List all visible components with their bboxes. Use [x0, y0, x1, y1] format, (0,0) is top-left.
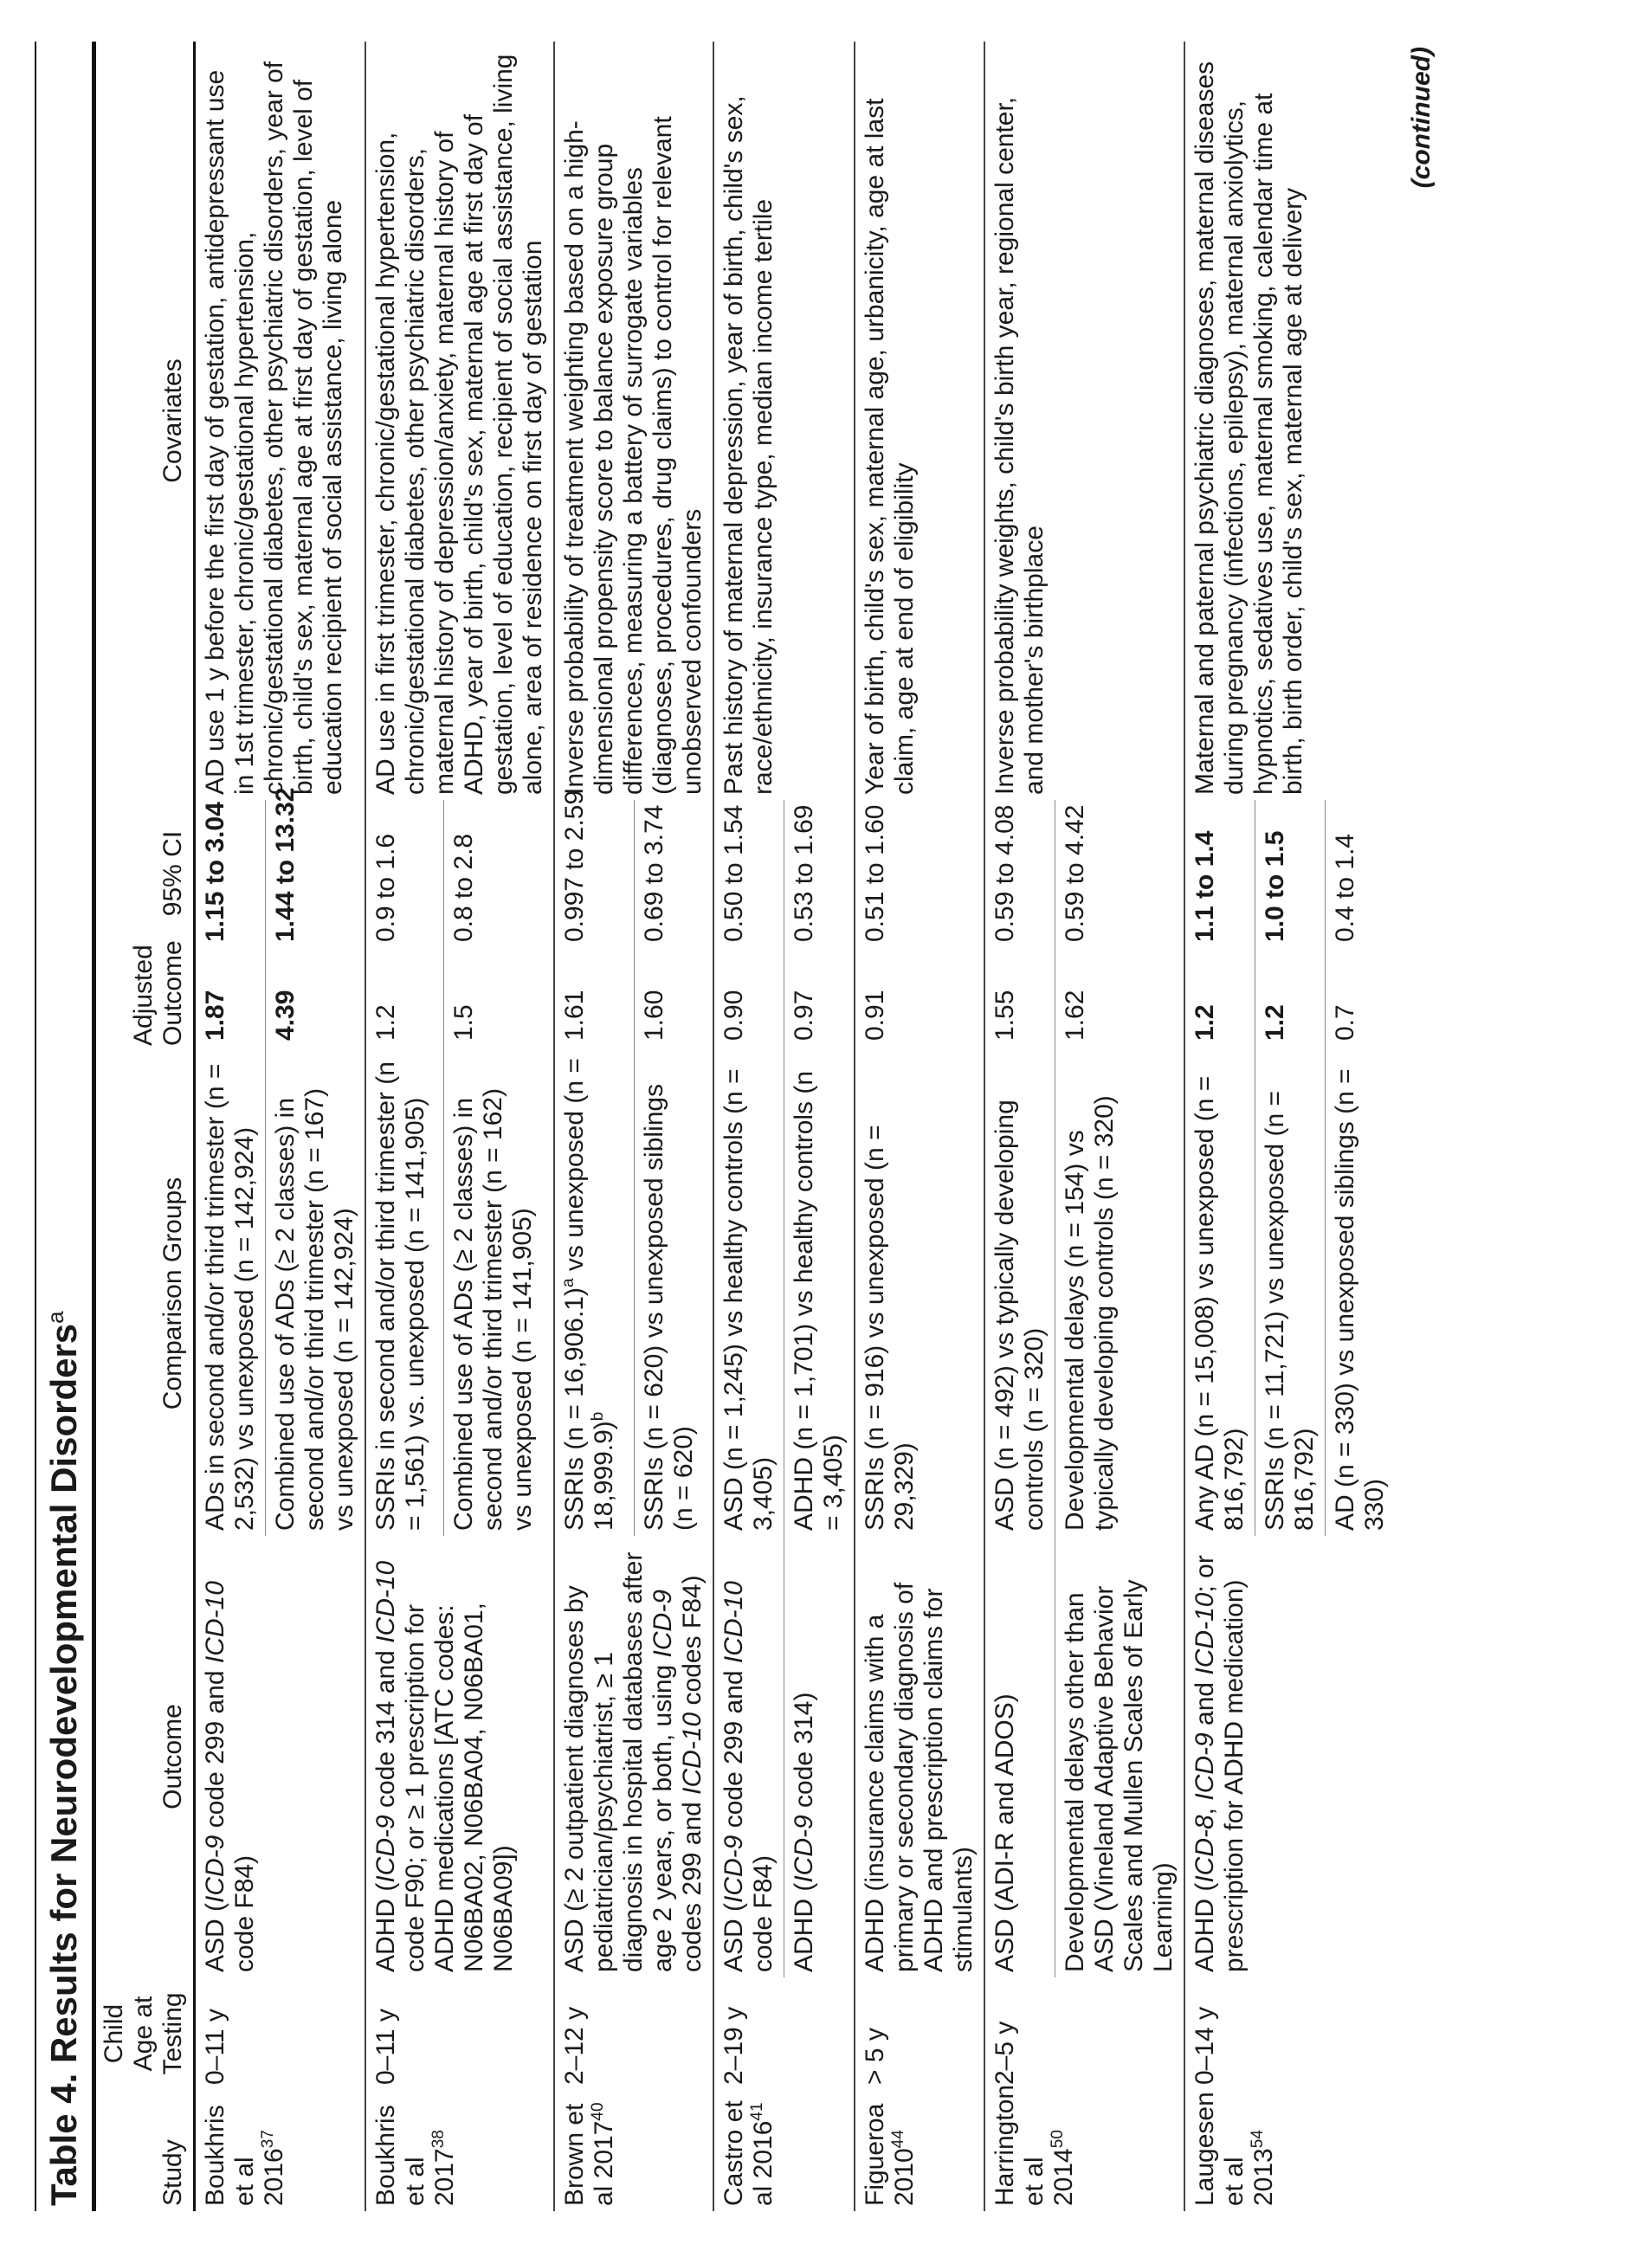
- comparison-cell: ADs in second and/or third trimester (n = 2,532) vs unexposed (n = 142,924): [195, 1051, 266, 1536]
- header-comparison: Comparison Groups: [96, 1051, 195, 1536]
- study-cell: [1184, 2090, 1395, 2211]
- header-covariates: Covariates: [96, 42, 195, 800]
- outcome-cell: Developmental delays other than ASD (Vineland Adaptive Behavior Scales and Mullen Scales of Early Learning): [1055, 1536, 1185, 1977]
- comparison-cell: SSRIs (n = 11,721) vs unexposed (n = 816,792): [1255, 1051, 1326, 1536]
- adjusted-outcome-cell: 0.90: [713, 947, 784, 1051]
- adjusted-outcome-cell: 0.97: [784, 947, 855, 1051]
- age-cell: 2–19 y: [713, 1977, 855, 2090]
- header-age: Child Age at Testing: [96, 1977, 195, 2090]
- study-reference: 37: [259, 2130, 277, 2149]
- comparison-cell: ASD (n = 1,245) vs healthy controls (n = 3,405): [713, 1051, 784, 1536]
- header-row: [96, 42, 195, 2211]
- adjusted-outcome-cell: 1.2: [1184, 947, 1255, 1051]
- adjusted-outcome-cell: 1.55: [984, 947, 1055, 1051]
- ci-cell: 1.1 to 1.4: [1184, 800, 1255, 947]
- table-title: [35, 42, 96, 2211]
- covariates-cell: Inverse probability of treatment weighting based on a high-dimensional propensity score to balance exposure group differences, measuring a battery of surrogate variables (diagnoses, procedures, drug claims) to control for relevant unobserved confounders: [554, 42, 713, 800]
- outcome-cell: ADHD (ICD-9 code 314 and ICD-10 code F90; or ≥ 1 prescription for ADHD medications [ATC codes: N06BA02, N06BA04, N06BA01, N06BA09]): [365, 1536, 554, 1977]
- table-row: [365, 42, 443, 2211]
- outcome-cell: ADHD (ICD-8, ICD-9 and ICD-10; or prescription for ADHD medication): [1184, 1536, 1395, 1977]
- table-sheet: [35, 42, 1436, 2211]
- study-reference: 38: [429, 2130, 448, 2149]
- study-reference: 40: [589, 2102, 607, 2121]
- table-row: [713, 42, 784, 2211]
- comparison-cell: SSRIs (n = 620) vs unexposed siblings (n = 620): [634, 1051, 713, 1536]
- age-cell: 2–5 y: [984, 1977, 1184, 2090]
- study-cell: [984, 2084, 1184, 2211]
- study-reference: 41: [748, 2102, 766, 2121]
- table-title-footnote-mark: a: [42, 1311, 68, 1324]
- ci-cell: 0.59 to 4.08: [984, 800, 1055, 947]
- age-cell: > 5 y: [855, 1977, 984, 2090]
- ci-cell: 0.997 to 2.59: [554, 800, 634, 947]
- study-reference: 50: [1049, 2130, 1067, 2149]
- study-name: Brown et al 2017: [560, 2103, 618, 2206]
- covariates-cell: Past history of maternal depression, year of birth, child's sex, race/ethnicity, insurance type, median income tertile: [713, 42, 855, 800]
- table-row: [855, 42, 984, 2211]
- study-cell: [195, 2090, 366, 2211]
- study-name: Boukhris et al 2016: [201, 2105, 288, 2206]
- study-name: Figueroa 2010: [861, 2103, 919, 2206]
- study-cell: [713, 2090, 855, 2211]
- comparison-cell: SSRIs in second and/or third trimester (n = 1,561) vs. unexposed (n = 141,905): [365, 1051, 443, 1536]
- covariates-cell: Year of birth, child's sex, maternal age, urbanicity, age at last claim, age at end of eligibility: [855, 42, 984, 800]
- ci-cell: 0.53 to 1.69: [784, 800, 855, 947]
- study-name: Castro et al 2016: [720, 2100, 778, 2206]
- header-outcome: Outcome: [96, 1536, 195, 1977]
- outcome-cell: ASD (≥ 2 outpatient diagnoses by pediatrician/psychiatrist, ≥ 1 diagnosis in hospital databases after age 2 years, or both, using ICD-9 codes 299 and ICD-10 codes F84): [554, 1536, 713, 1977]
- header-ci: 95% CI: [96, 800, 195, 947]
- adjusted-outcome-cell: 1.62: [1055, 947, 1185, 1051]
- comparison-cell: SSRIs (n = 16,906.1)$^a$ vs unexposed (n = 18,999.9)$^b$: [554, 1051, 634, 1536]
- study-cell: [365, 2090, 554, 2211]
- adjusted-outcome-cell: 4.39: [266, 947, 366, 1051]
- study-cell: [855, 2090, 984, 2211]
- covariates-cell: Maternal and paternal psychiatric diagnoses, maternal diseases during pregnancy (infections, epilepsy), maternal anxiolytics, hypnotics, sedatives use, maternal smoking, calendar time at birth, birth order, child's sex, maternal age at delivery: [1184, 42, 1395, 800]
- covariates-cell: Inverse probability weights, child's birth year, regional center, and mother's birthplace: [984, 42, 1184, 800]
- header-study: Study: [96, 2090, 195, 2211]
- ci-cell: 0.8 to 2.8: [443, 800, 554, 947]
- ci-cell: 1.15 to 3.04: [195, 800, 266, 947]
- adjusted-outcome-cell: 0.7: [1326, 947, 1396, 1051]
- ci-cell: 1.44 to 13.32: [266, 800, 366, 947]
- table-row: [984, 42, 1055, 2211]
- study-cell: [554, 2090, 713, 2211]
- continued-note: (continued): [1407, 47, 1436, 189]
- adjusted-outcome-cell: 1.5: [443, 947, 554, 1051]
- study-reference: 44: [889, 2130, 907, 2149]
- study-name: Harrington et al 2014: [991, 2084, 1078, 2206]
- age-cell: 0–14 y: [1184, 1977, 1395, 2090]
- comparison-cell: Combined use of ADs (≥ 2 classes) in second and/or third trimester (n = 167) vs unexposed (n = 142,924): [266, 1051, 366, 1536]
- table-row: [1184, 42, 1255, 2211]
- comparison-cell: ASD (n = 492) vs typically developing controls (n = 320): [984, 1051, 1055, 1536]
- age-cell: 0–11 y: [365, 1977, 554, 2090]
- study-name: Laugesen et al 2013: [1191, 2092, 1278, 2206]
- study-reference: 54: [1249, 2130, 1267, 2149]
- comparison-cell: Developmental delays (n = 154) vs typically developing controls (n = 320): [1055, 1051, 1185, 1536]
- ci-cell: 0.9 to 1.6: [365, 800, 443, 947]
- ci-cell: 0.51 to 1.60: [855, 800, 984, 947]
- results-table: [96, 42, 1395, 2211]
- outcome-cell: ADHD (insurance claims with a primary or secondary diagnosis of ADHD and prescription claims for stimulants): [855, 1536, 984, 1977]
- outcome-cell: ASD (ICD-9 code 299 and ICD-10 code F84): [713, 1536, 784, 1977]
- table-title-text: Table 4. Results for Neurodevelopmental Disorders: [43, 1323, 84, 2206]
- comparison-cell: ADHD (n = 1,701) vs healthy controls (n = 3,405): [784, 1051, 855, 1536]
- ci-cell: 0.4 to 1.4: [1326, 800, 1396, 947]
- outcome-cell: ADHD (ICD-9 code 314): [784, 1536, 855, 1977]
- header-adjusted-outcome: Adjusted Outcome: [96, 947, 195, 1051]
- adjusted-outcome-cell: 0.91: [855, 947, 984, 1051]
- adjusted-outcome-cell: 1.60: [634, 947, 713, 1051]
- comparison-cell: Combined use of ADs (≥ 2 classes) in second and/or third trimester (n = 162) vs unexposed (n = 141,905): [443, 1051, 554, 1536]
- ci-cell: 0.50 to 1.54: [713, 800, 784, 947]
- adjusted-outcome-cell: 1.61: [554, 947, 634, 1051]
- study-name: Boukhris et al 2017: [371, 2105, 459, 2206]
- table-row: [195, 42, 266, 2211]
- age-cell: 0–11 y: [195, 1977, 366, 2090]
- adjusted-outcome-cell: 1.2: [1255, 947, 1326, 1051]
- ci-cell: 1.0 to 1.5: [1255, 800, 1326, 947]
- adjusted-outcome-cell: 1.2: [365, 947, 443, 1051]
- table-body: [195, 42, 1396, 2211]
- table-row: [554, 42, 634, 2211]
- covariates-cell: AD use in first trimester, chronic/gestational hypertension, chronic/gestational diabetes, other psychiatric disorders, maternal history of depression/anxiety, maternal history of ADHD, year of birth, child's sex, maternal age at first day of gestation, level of education, recipient of social assistance, living alone, area of residence on first day of gestation: [365, 42, 554, 800]
- outcome-cell: ASD (ICD-9 code 299 and ICD-10 code F84): [195, 1536, 366, 1977]
- adjusted-outcome-cell: 1.87: [195, 947, 266, 1051]
- comparison-cell: SSRIs (n = 916) vs unexposed (n = 29,329): [855, 1051, 984, 1536]
- comparison-cell: AD (n = 330) vs unexposed siblings (n = 330): [1326, 1051, 1396, 1536]
- ci-cell: 0.59 to 4.42: [1055, 800, 1185, 947]
- comparison-cell: Any AD (n = 15,008) vs unexposed (n = 816,792): [1184, 1051, 1255, 1536]
- age-cell: 2–12 y: [554, 1977, 713, 2090]
- ci-cell: 0.69 to 3.74: [634, 800, 713, 947]
- outcome-cell: ASD (ADI-R and ADOS): [984, 1536, 1055, 1977]
- covariates-cell: AD use 1 y before the first day of gestation, antidepressant use in 1st trimester, chronic/gestational hypertension, chronic/gestational diabetes, other psychiatric disorders, year of birth, child's sex, maternal age at first day of gestation, level of education recipient of social assistance, living alone: [195, 42, 366, 800]
